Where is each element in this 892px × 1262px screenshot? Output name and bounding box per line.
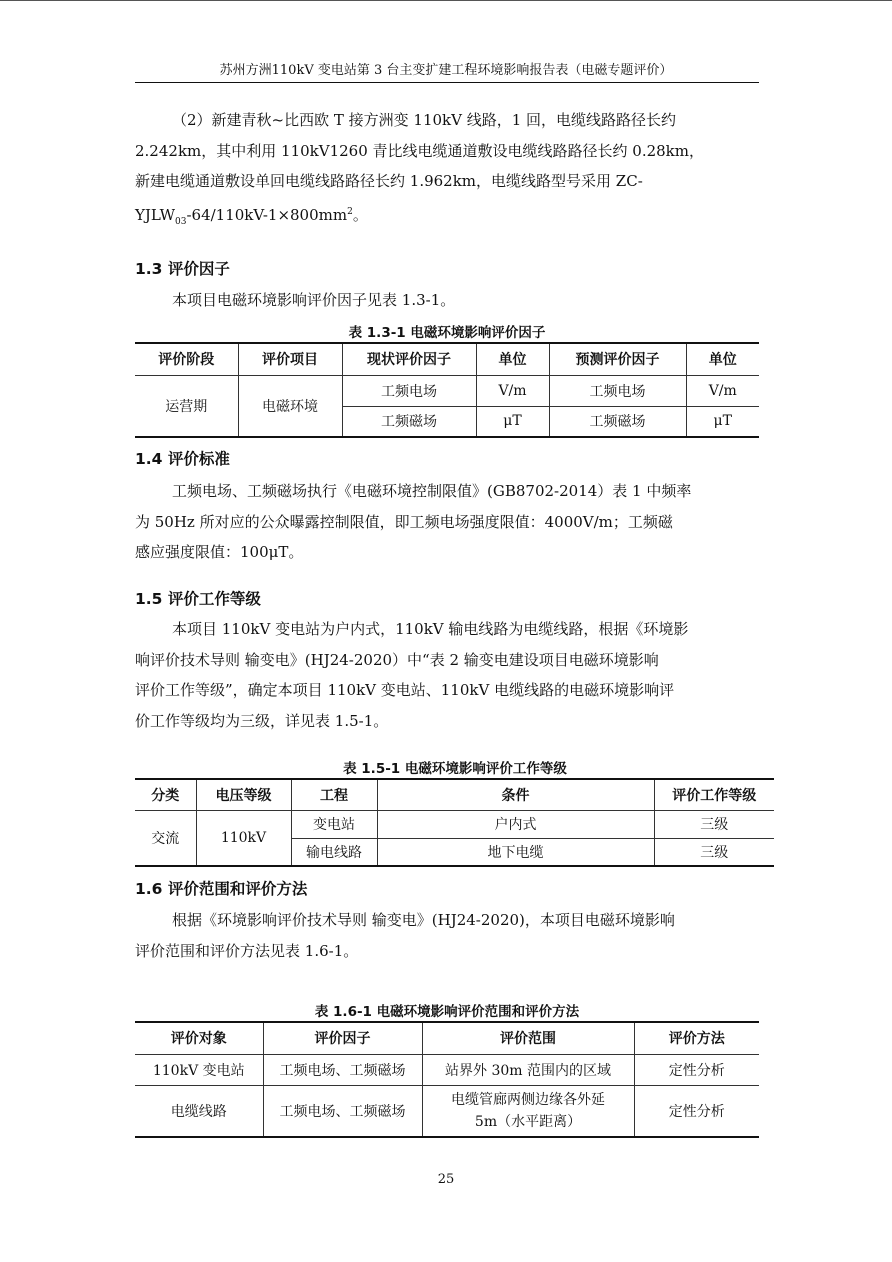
- table-row: [135, 1054, 759, 1085]
- table-cell: 工频磁场: [549, 406, 686, 437]
- table-1-3-1: [135, 342, 759, 438]
- section-1-5-paragraph: [135, 614, 759, 736]
- section-1-4-line-1: 工频电场、工频磁场执行《电磁环境控制限值》(GB8702-2014）表 1 中频率: [172, 482, 692, 500]
- section-1-6-paragraph: [135, 905, 759, 966]
- section-1-5-line-3: 评价工作等级”，确定本项目 110kV 变电站、110kV 电缆线路的电磁环境影响评: [135, 681, 675, 699]
- table-header-row: [135, 1022, 759, 1054]
- table-cell: 地下电缆: [377, 838, 654, 866]
- table-cell: 110kV 变电站: [135, 1054, 263, 1085]
- cable-model-a: YJLW: [135, 205, 175, 224]
- header-cell: 评价项目: [238, 343, 342, 375]
- table-row: [135, 1085, 759, 1137]
- table-cell: 工频电场: [549, 375, 686, 406]
- table-cell: μT: [476, 406, 549, 437]
- section-1-4-heading: 1.4 评价标准: [135, 450, 230, 468]
- item-cell: 电磁环境: [238, 375, 342, 437]
- intro-paragraph: [135, 105, 759, 237]
- section-1-6-line-1: 根据《环境影响评价技术导则 输变电》(HJ24-2020)，本项目电磁环境影响: [172, 911, 675, 929]
- header-cell: 分类: [135, 779, 196, 810]
- table-row: [135, 810, 774, 838]
- section-1-6-line-2: 评价范围和评价方法见表 1.6-1。: [135, 941, 359, 960]
- table-cell: 定性分析: [634, 1054, 759, 1085]
- section-1-5-line-4: 价工作等级均为三级，详见表 1.5-1。: [135, 711, 389, 730]
- section-1-4-line-2: 为 50Hz 所对应的公众曝露控制限值，即工频电场强度限值：4000V/m；工频磁: [135, 512, 673, 531]
- section-1-5-line-2: 响评价技术导则 输变电》(HJ24-2020）中“表 2 输变电建设项目电磁环境影响: [135, 650, 659, 669]
- header-cell: 工程: [291, 779, 377, 810]
- table-row: [135, 375, 759, 406]
- table-cell: 工频电场、工频磁场: [263, 1085, 422, 1137]
- header-cell: 评价范围: [422, 1022, 634, 1054]
- section-1-4-line-3: 感应强度限值：100μT。: [135, 543, 304, 561]
- table-cell: μT: [686, 406, 759, 437]
- section-1-6-heading: 1.6 评价范围和评价方法: [135, 880, 308, 898]
- category-cell: 交流: [135, 810, 196, 866]
- table-cell: 电缆管廊两侧边缘各外延 5m（水平距离）: [422, 1085, 634, 1137]
- table-header-row: [135, 343, 759, 375]
- section-1-5-line-1: 本项目 110kV 变电站为户内式，110kV 输电线路为电缆线路，根据《环境影: [172, 620, 689, 638]
- header-cell: 评价工作等级: [654, 779, 774, 810]
- table-cell: 三级: [654, 838, 774, 866]
- table-cell: V/m: [476, 375, 549, 406]
- header-cell: 预测评价因子: [549, 343, 686, 375]
- section-1-3-heading: 1.3 评价因子: [135, 260, 230, 278]
- table-1-3-1-caption: 表 1.3-1 电磁环境影响评价因子: [348, 325, 546, 341]
- page-number: 25: [437, 1172, 455, 1187]
- intro-line-1: （2）新建青秋~比西欧 T 接方洲变 110kV 线路，1 回，电缆线路路径长约: [172, 111, 677, 129]
- voltage-cell: 110kV: [196, 810, 291, 866]
- intro-line-2: 2.242km，其中利用 110kV1260 青比线电缆通道敷设电缆线路路径长约 0.28km，: [135, 141, 704, 160]
- header-cell: 评价阶段: [135, 343, 238, 375]
- running-header: 苏州方洲110kV 变电站第 3 台主变扩建工程环境影响报告表（电磁专题评价）: [219, 63, 673, 78]
- cable-model-sup: 2: [347, 206, 353, 217]
- table-1-5-1: [135, 778, 774, 867]
- header-cell: 评价因子: [263, 1022, 422, 1054]
- table-cell: 站界外 30m 范围内的区域: [422, 1054, 634, 1085]
- table-header-row: [135, 779, 774, 810]
- section-1-4-paragraph: [135, 476, 759, 568]
- table-cell: 变电站: [291, 810, 377, 838]
- header-cell: 评价方法: [634, 1022, 759, 1054]
- table-1-6-1: [135, 1021, 759, 1138]
- header-cell: 现状评价因子: [342, 343, 476, 375]
- top-border: [0, 0, 892, 1]
- header-cell: 单位: [686, 343, 759, 375]
- header-cell: 电压等级: [196, 779, 291, 810]
- table-cell: 电缆线路: [135, 1085, 263, 1137]
- header-cell: 单位: [476, 343, 549, 375]
- table-cell: V/m: [686, 375, 759, 406]
- table-cell: 工频磁场: [342, 406, 476, 437]
- section-1-3-text: 本项目电磁环境影响评价因子见表 1.3-1。: [172, 291, 456, 309]
- cable-model-b: -64/110kV-1×800mm: [186, 205, 348, 224]
- table-cell: 三级: [654, 810, 774, 838]
- table-cell: 定性分析: [634, 1085, 759, 1137]
- table-cell: 输电线路: [291, 838, 377, 866]
- section-1-5-heading: 1.5 评价工作等级: [135, 590, 261, 608]
- header-cell: 条件: [377, 779, 654, 810]
- table-1-5-1-caption: 表 1.5-1 电磁环境影响评价工作等级: [343, 761, 567, 777]
- header-rule: [135, 82, 759, 83]
- cable-model-end: 。: [352, 205, 368, 224]
- header-cell: 评价对象: [135, 1022, 263, 1054]
- table-1-6-1-caption: 表 1.6-1 电磁环境影响评价范围和评价方法: [314, 1004, 580, 1020]
- table-cell: 工频电场、工频磁场: [263, 1054, 422, 1085]
- table-cell: 工频电场: [342, 375, 476, 406]
- cable-model-sub: 03: [175, 216, 187, 227]
- intro-line-3: 新建电缆通道敷设单回电缆线路路径长约 1.962km，电缆线路型号采用 ZC-: [135, 172, 643, 190]
- stage-cell: 运营期: [135, 375, 238, 437]
- intro-line-4: [135, 205, 368, 227]
- table-cell: 户内式: [377, 810, 654, 838]
